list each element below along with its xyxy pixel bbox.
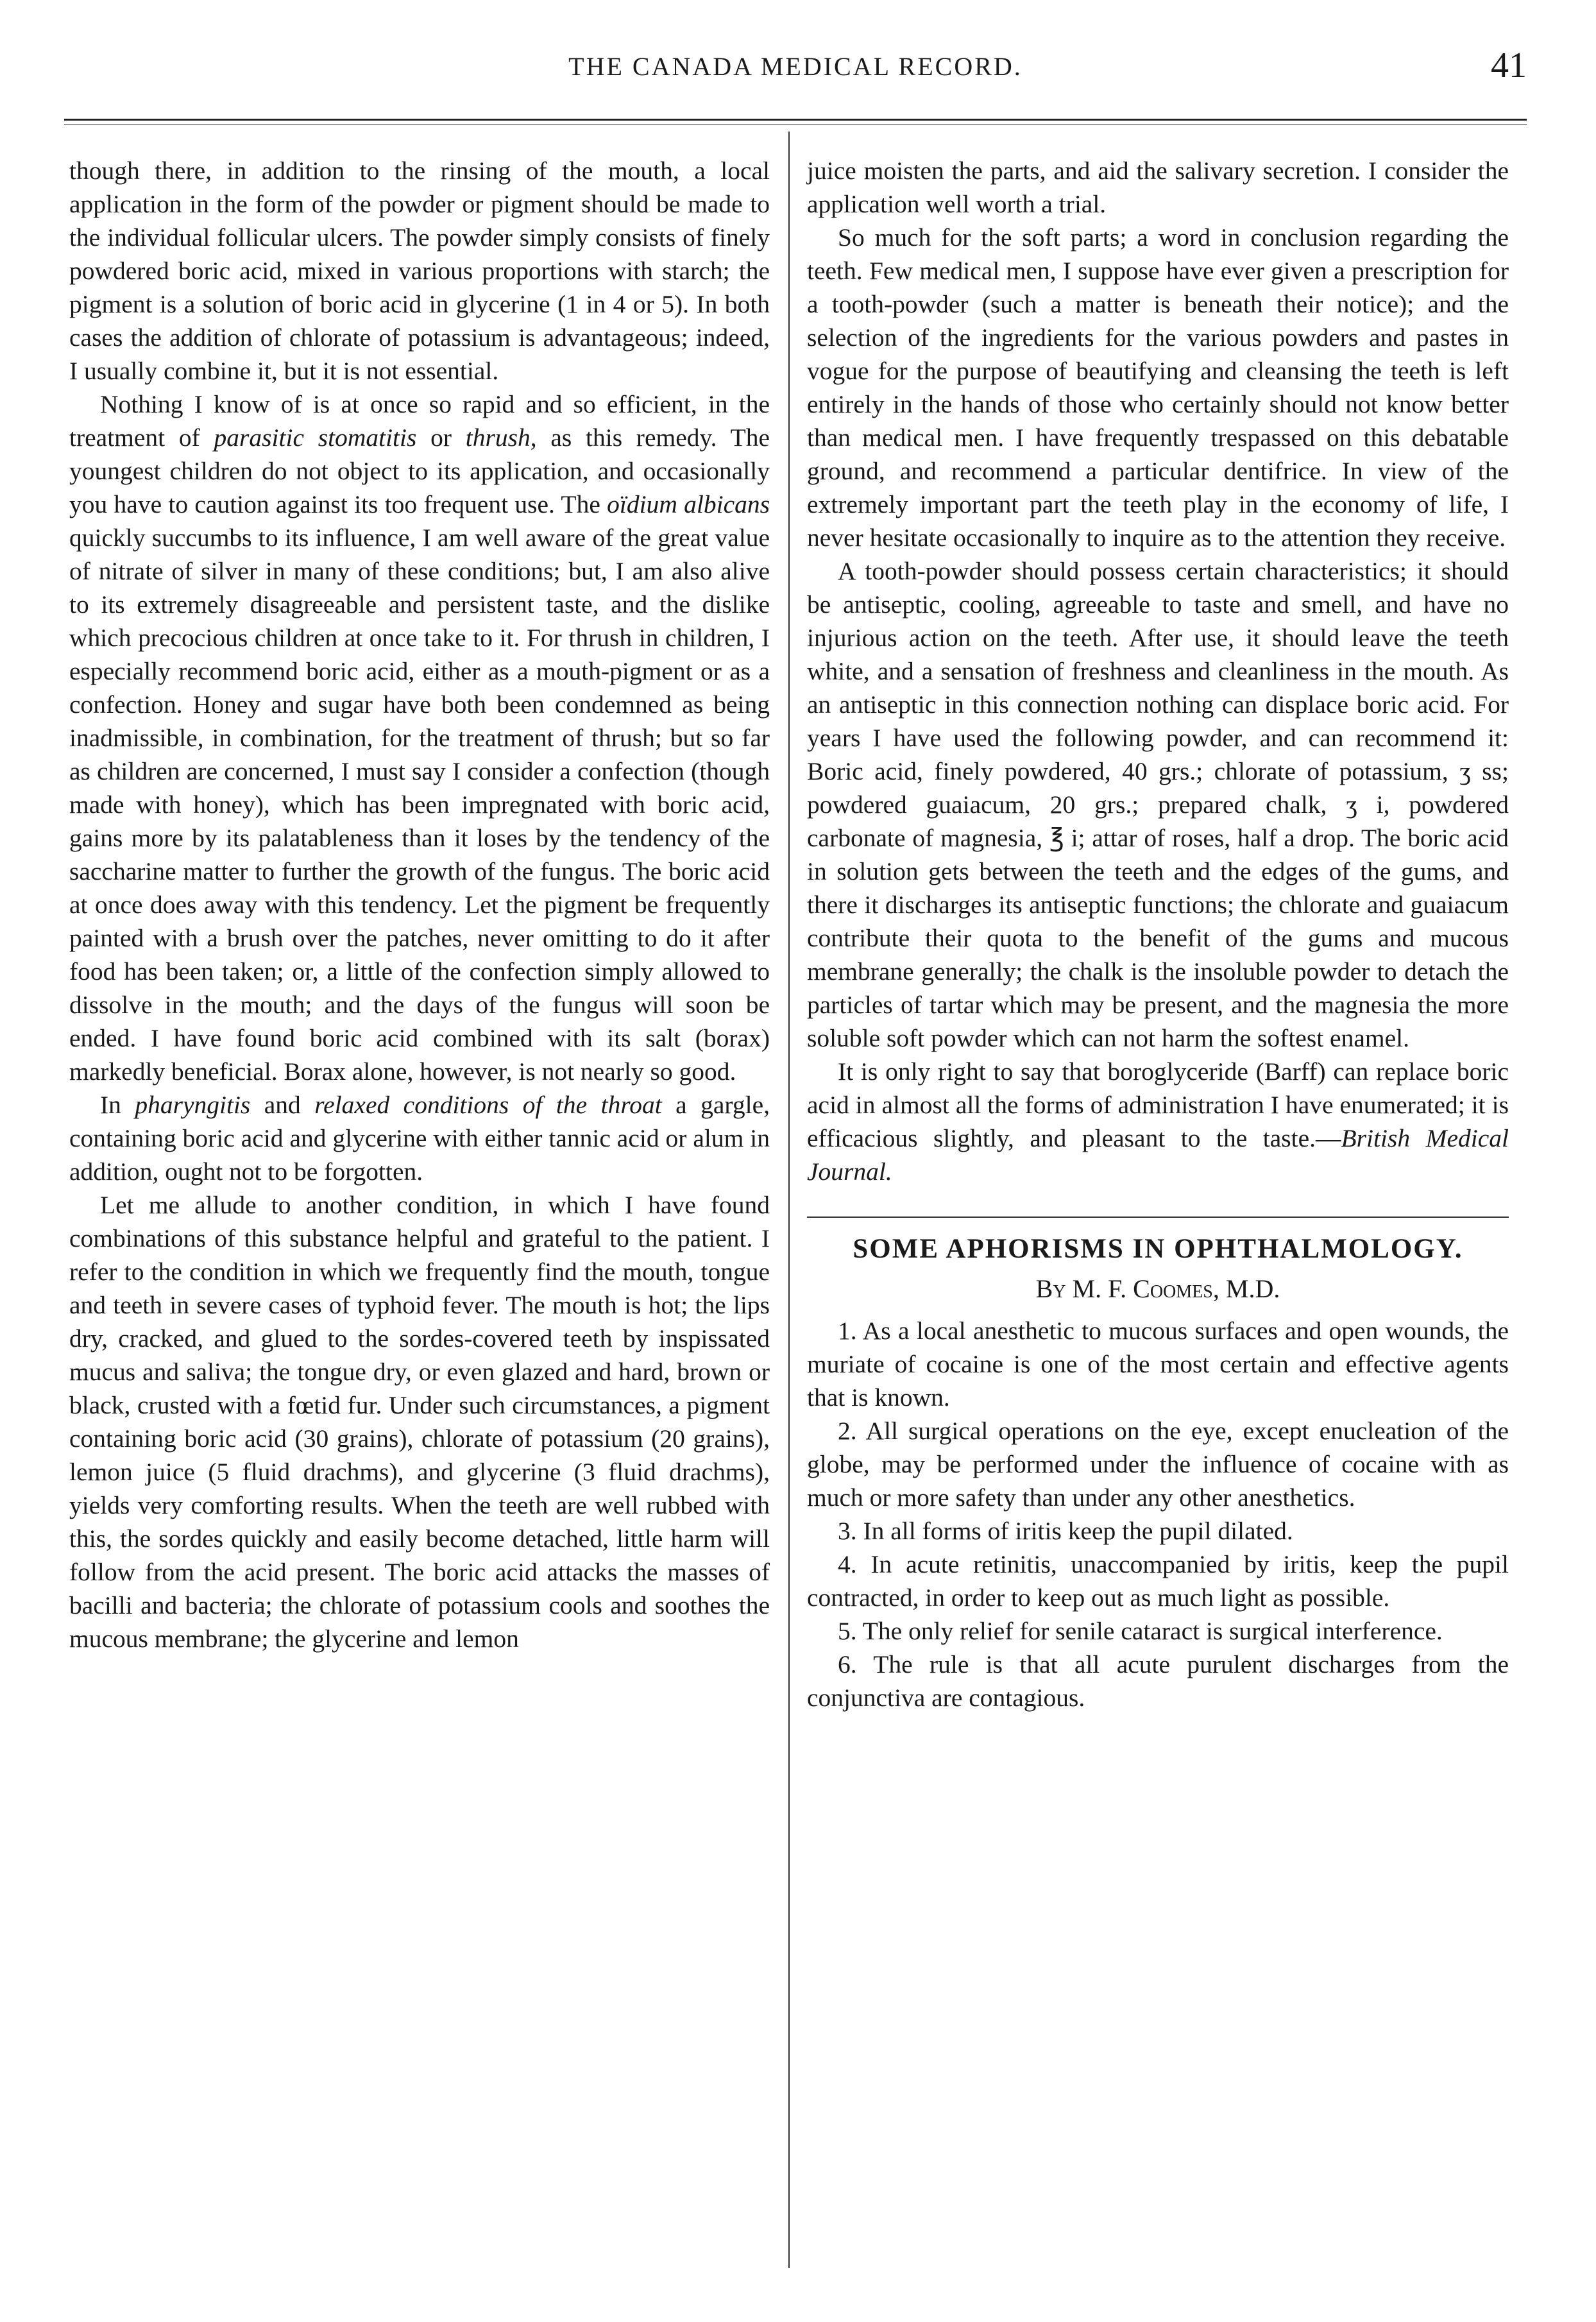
text-run: quickly succumbs to its influence, I am well aware of the great value of nitrate of silver in many of these conditions; but, I am also alive to its extremely disagreeable and persistent taste, and the dislike which precocious children at once take to it. For thrush in children, I especially recommend boric acid, either as a mouth-pigment or as a confection. Honey and sugar have both been condemned as being inadmissible, in combination, for the treatment of thrush; but so far as children are concerned, I must say I consider a confection (though made with honey), which has been impregnated with boric acid, gains more by its palatableness than it loses by the tendency of the saccharine matter to further the growth of the fungus. The boric acid at once does away with this tendency. Let the pigment be frequently painted with a brush over the patches, never omitting to do it after food has been taken; or, a little of the confection simply allowed to dissolve in the mouth; and the days of the fungus will soon be ended. I have found boric acid combined with its salt (borax) markedly beneficial. Borax alone, however, is not nearly so good. xyxy=(69,524,770,1086)
header-rule xyxy=(64,119,1527,124)
running-title: THE CANADA MEDICAL RECORD. xyxy=(568,52,1023,81)
aphorism-item: 4. In acute retinitis, unaccompanied by iritis, keep the pupil contracted, in order to keep out as much light as possible. xyxy=(807,1550,1509,1612)
page-number: 41 xyxy=(1491,46,1527,85)
citation: British Medical Journal. xyxy=(807,1124,1509,1186)
paragraph: A tooth-powder should possess certain characteristics; it should be antiseptic, cooling, agreeable to taste and smell, and have no injurious action on the teeth. After use, it should leave the teeth white, and a sensation of freshness and cleanliness in the mouth. As an antiseptic in this connection nothing can displace boric acid. For years I have used the following powder, and can recommend it: Boric acid, finely powdered, 40 grs.; chlorate of potassium, ʒ ss; powdered guaiacum, 20 grs.; prepared chalk, ʒ i, powdered carbonate of magnesia, ℥ i; attar of roses, half a drop. The boric acid in solution gets between the teeth and the edges of the gums, and there it discharges its antiseptic functions; the chlorate and guaiacum contribute their quota to the benefit of the gums and mucous membrane generally; the chalk is the insoluble powder to detach the particles of tartar which may be present, and the magnesia the more soluble soft powder which can not harm the softest enamel. xyxy=(807,557,1509,1052)
text-run: It is only right to say that boroglyceride (Barff) can replace boric acid in almost all the forms of administration I have enumerated; it is efficacious slightly, and pleasant to the taste.— xyxy=(807,1057,1509,1152)
paragraph: So much for the soft parts; a word in conclusion regarding the teeth. Few medical men, I suppose have ever given a prescription for a tooth-powder (such a matter is beneath their notice); and the selection of the ingredients for the various powders and pastes in vogue for the purpose of beautifying and cleansing the teeth is left entirely in the hands of those who certainly should not know better than medical men. I have frequently trespassed on this debatable ground, and recommend a particular dentifrice. In view of the extremely important part the teeth play in the economy of life, I never hesitate occasionally to inquire as to the attention they receive. xyxy=(807,223,1509,552)
paragraph: juice moisten the parts, and aid the salivary secretion. I consider the application well worth a trial. xyxy=(807,157,1509,218)
right-column xyxy=(807,154,1509,1714)
aphorism-item: 6. The rule is that all acute purulent discharges from the conjunctiva are contagious. xyxy=(807,1650,1509,1712)
italic-term: thrush xyxy=(465,423,531,452)
aphorism-item: 5. The only relief for senile cataract is surgical interference. xyxy=(838,1617,1443,1645)
paragraph: Let me allude to another condition, in which I have found combinations of this substance helpful and grateful to the patient. I refer to the condition in which we frequently find the mouth, tongue and teeth in severe cases of typhoid fever. The mouth is hot; the lips dry, cracked, and glued to the sordes-covered teeth by inspissated mucus and saliva; the tongue dry, or even glazed and hard, brown or black, crusted with a fœtid fur. Under such circumstances, a pigment containing boric acid (30 grains), chlorate of potassium (20 grains), lemon juice (5 fluid drachms), and glycerine (3 fluid drachms), yields very comforting results. When the teeth are well rubbed with this, the sordes quickly and easily become detached, little harm will follow from the acid present. The boric acid attacks the masses of bacilli and bacteria; the chlorate of potassium cools and soothes the mucous membrane; the glycerine and lemon xyxy=(69,1191,770,1653)
text-run: or xyxy=(416,423,466,452)
paragraph xyxy=(69,1088,770,1188)
aphorism-item: 3. In all forms of iritis keep the pupil dilated. xyxy=(838,1517,1293,1545)
byline: By M. F. Coomes, M.D. xyxy=(1035,1274,1280,1303)
text-run: a gargle, containing boric acid and glycerine with either tannic acid or alum in addition, ought not to be forgotten. xyxy=(69,1091,770,1186)
paragraph xyxy=(69,388,770,1088)
text-run: Nothing I know of is at once so rapid and so efficient, in the treatment of xyxy=(69,390,770,452)
column-divider xyxy=(788,132,790,2268)
paragraph xyxy=(807,1055,1509,1188)
aphorism-item: 1. As a local anesthetic to mucous surfaces and open wounds, the muriate of cocaine is one of the most certain and effective agents that is known. xyxy=(807,1317,1509,1412)
text-run: and xyxy=(250,1091,315,1119)
left-column xyxy=(69,154,770,1655)
italic-term: relaxed conditions of the throat xyxy=(314,1091,662,1119)
aphorism-item: 2. All surgical operations on the eye, except enucleation of the globe, may be performed under the influence of cocaine with as much or more safety than under any other anesthetics. xyxy=(807,1417,1509,1512)
italic-term: parasitic stomatitis xyxy=(214,423,417,452)
text-run: In xyxy=(100,1091,135,1119)
italic-term: oïdium albicans xyxy=(607,490,770,518)
paragraph: though there, in addition to the rinsing of the mouth, a local application in the form of the powder or pigment should be made to the individual follicular ulcers. The powder simply consists of finely powdered boric acid, mixed in various proportions with starch; the pigment is a solution of boric acid in glycerine (1 in 4 or 5). In both cases the addition of chlorate of potassium is advantageous; indeed, I usually combine it, but it is not essential. xyxy=(69,157,770,385)
text-run: , as this remedy. The youngest children do not object to its application, and occasionally you have to caution against its too frequent use. The xyxy=(69,423,770,518)
italic-term: pharyngitis xyxy=(135,1091,251,1119)
section-rule xyxy=(807,1216,1509,1218)
section-title: SOME APHORISMS IN OPHTHALMOLOGY. xyxy=(853,1234,1463,1264)
page-header xyxy=(64,45,1527,103)
